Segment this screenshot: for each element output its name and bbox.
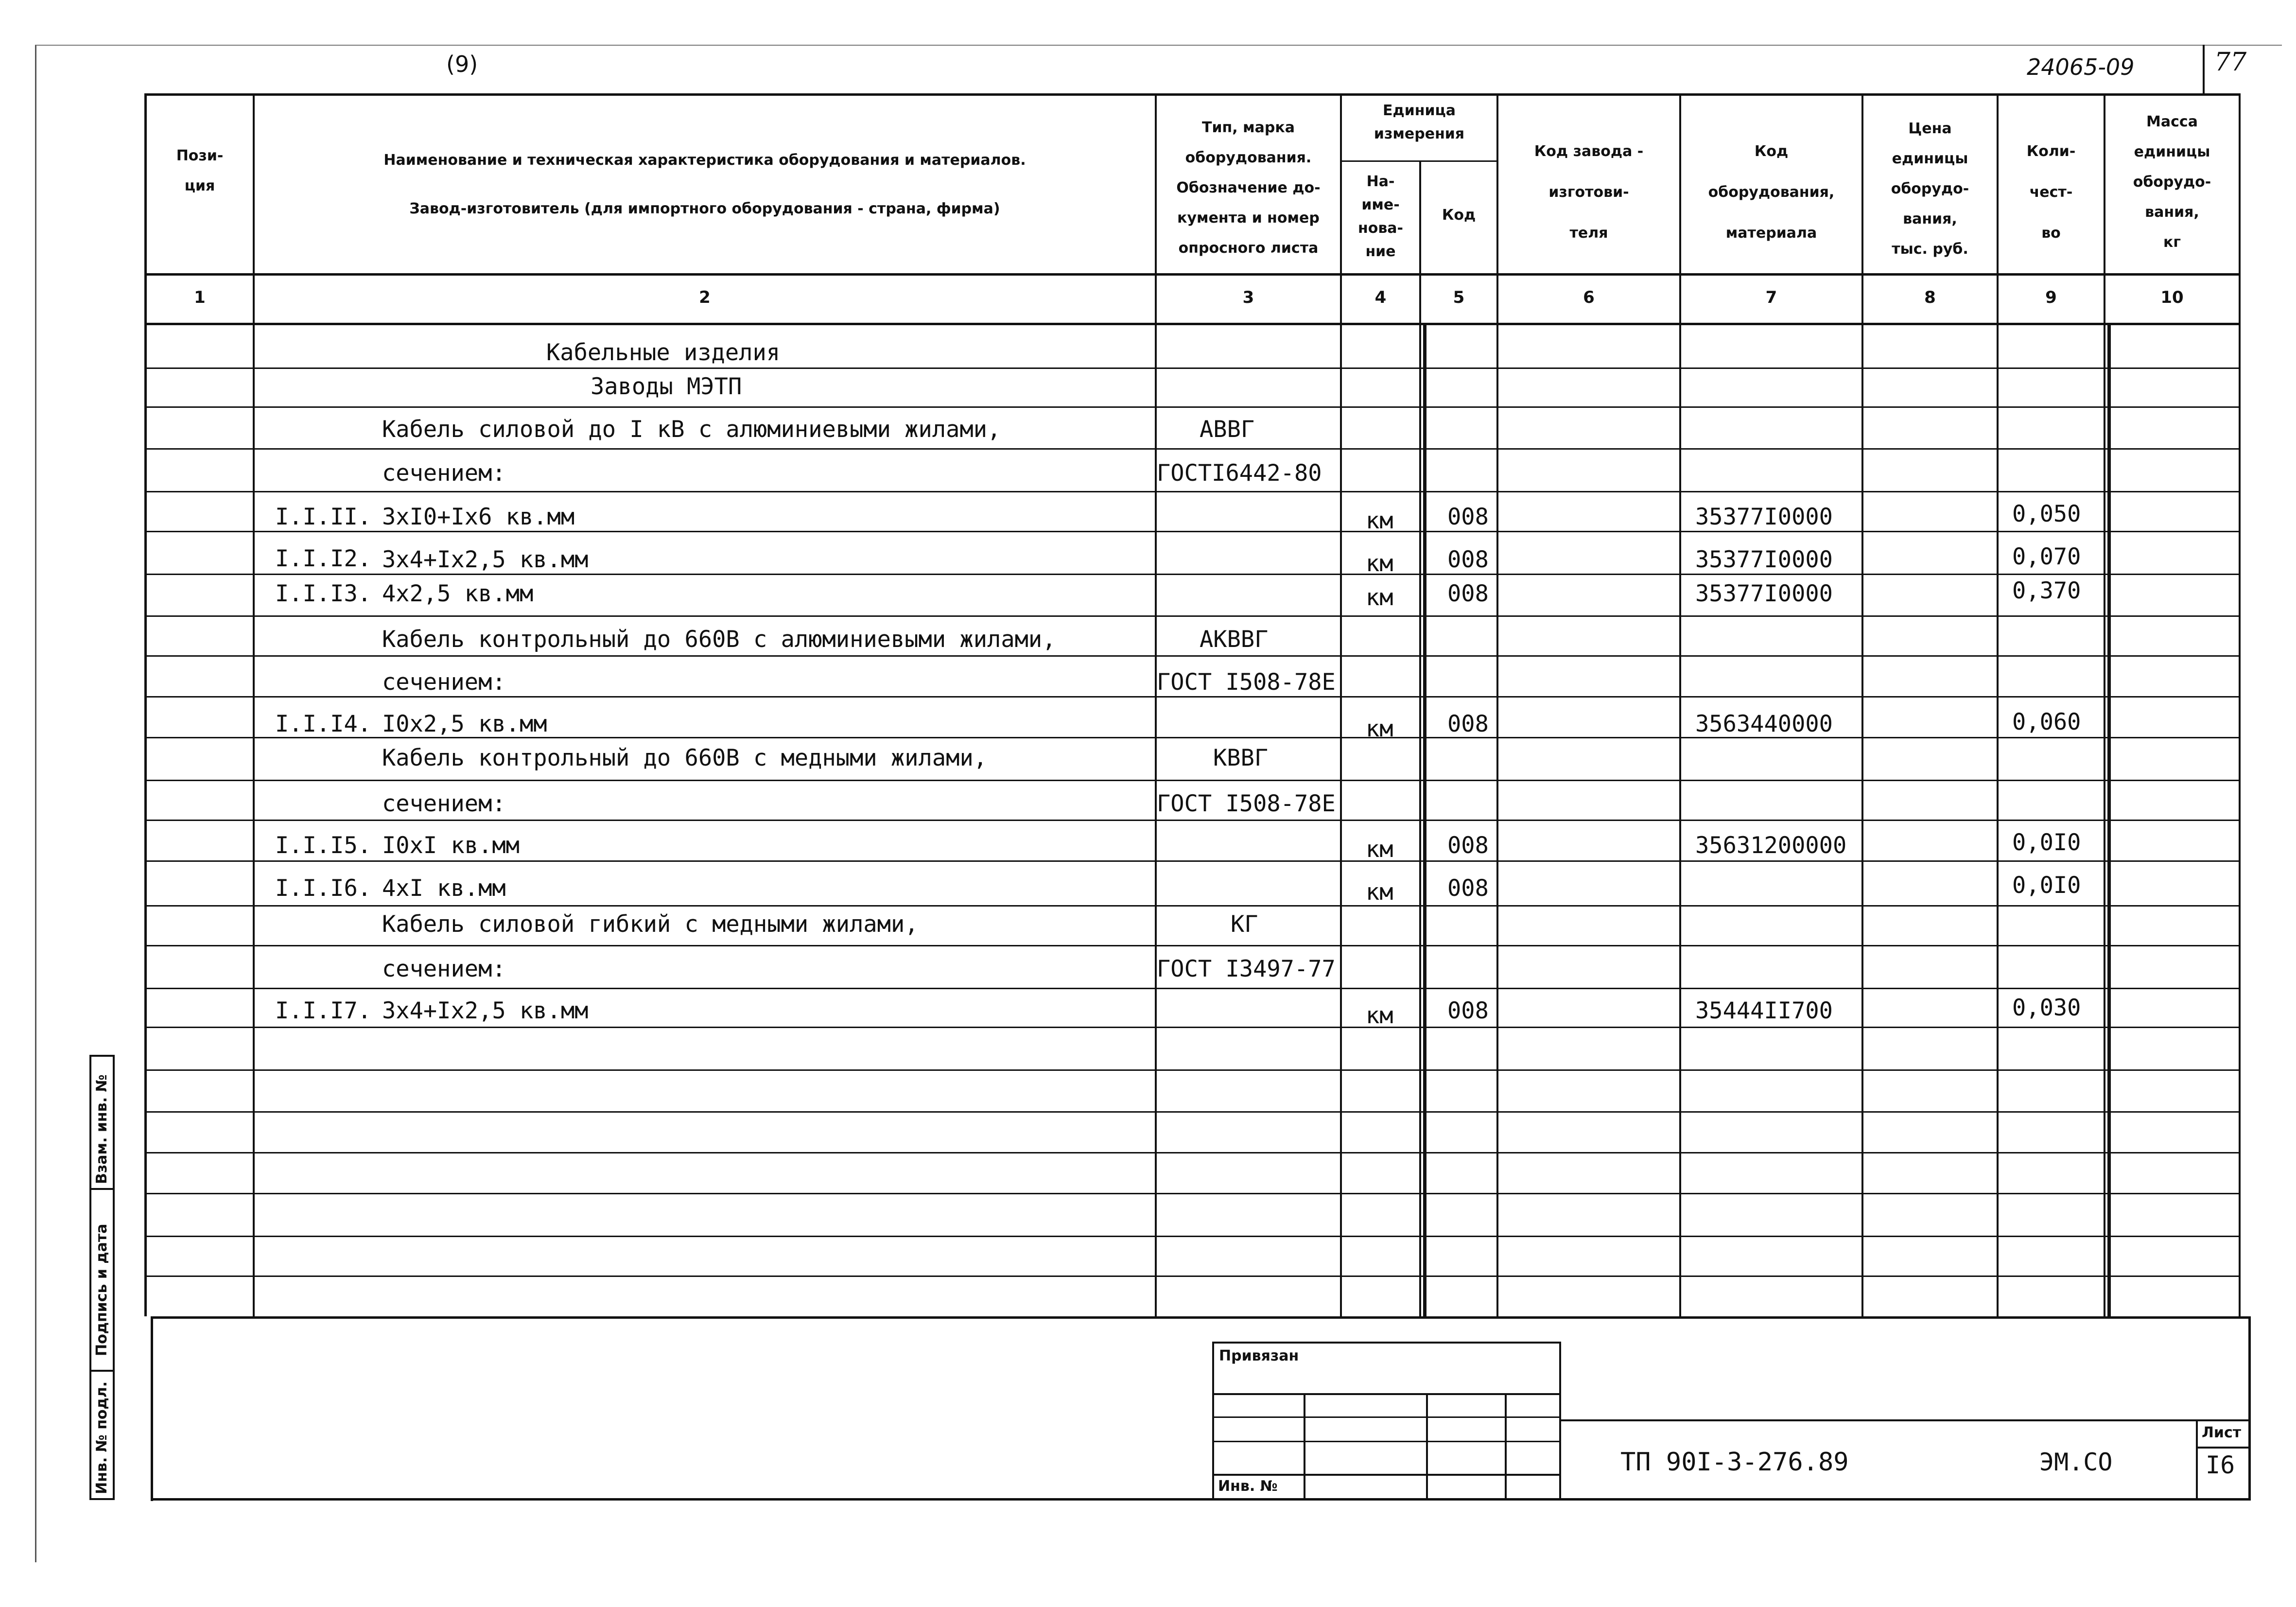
stamp-signature-date: Подпись и дата xyxy=(93,1223,110,1356)
item-position: I.I.I2. xyxy=(275,545,372,572)
header-quantity: Коли- чест- во xyxy=(2026,143,2076,242)
item-quantity: 0,060 xyxy=(2012,709,2081,735)
row-divider xyxy=(147,1069,2240,1071)
item-unit-code: 008 xyxy=(1447,997,1489,1024)
row-divider xyxy=(147,655,2240,657)
row-divider xyxy=(147,1027,2240,1028)
row-divider xyxy=(147,905,2240,907)
item-unit-code: 008 xyxy=(1447,711,1489,737)
item-name: сечением: xyxy=(382,956,506,982)
item-name: сечением: xyxy=(382,460,506,487)
item-material-code: 35631200000 xyxy=(1695,832,1847,859)
item-material-code: 3563440000 xyxy=(1695,711,1833,737)
item-quantity: 0,050 xyxy=(2012,501,2081,527)
item-name: Заводы МЭТП xyxy=(591,373,742,400)
column-number: 7 xyxy=(1765,288,1777,307)
header-factory-code: Код завода - изготови- теля xyxy=(1534,143,1644,242)
item-unit-code: 008 xyxy=(1447,580,1489,607)
item-material-code: 35377I0000 xyxy=(1695,580,1833,607)
header-name: Наименование и техническая характеристика оборудования и материалов. Завод-изготовитель (для импортного оборудования - страна, фирма) xyxy=(383,152,1026,217)
column-number: 2 xyxy=(699,288,711,307)
item-name: 3x4+Ix2,5 кв.мм xyxy=(382,997,589,1024)
row-divider xyxy=(147,615,2240,617)
sheet-number: I6 xyxy=(2206,1451,2235,1479)
item-unit: км xyxy=(1366,879,1393,906)
item-unit: км xyxy=(1366,716,1393,742)
item-unit: км xyxy=(1366,836,1393,863)
item-quantity: 0,0I0 xyxy=(2012,829,2081,856)
header-material-code: Код оборудования, материала xyxy=(1708,143,1835,242)
item-name: Кабель силовой гибкий с медными жилами, xyxy=(382,911,919,938)
item-type: ГОСТ I508-78Е xyxy=(1157,790,1336,817)
row-divider xyxy=(147,406,2240,408)
item-name: I0xI кв.мм xyxy=(382,832,520,859)
item-name: I0x2,5 кв.мм xyxy=(382,711,547,737)
row-divider xyxy=(147,448,2240,450)
row-divider xyxy=(147,696,2240,698)
item-name: Кабель силовой до I кВ с алюминиевыми жилами, xyxy=(382,416,1001,443)
row-divider xyxy=(147,574,2240,575)
item-type: АВВГ xyxy=(1200,416,1255,443)
item-type: КВВГ xyxy=(1213,745,1269,771)
privyazan-label: Привязан xyxy=(1219,1347,1299,1364)
document-code: ТП 90I-3-276.89 xyxy=(1620,1448,1849,1477)
header-unit-name: На- име- нова- ние xyxy=(1357,173,1404,260)
item-quantity: 0,070 xyxy=(2012,543,2081,570)
row-divider xyxy=(147,1111,2240,1113)
item-name: Кабель контрольный до 660В с медными жилами, xyxy=(382,745,988,771)
row-divider xyxy=(147,1193,2240,1194)
sheet-number-top: (9) xyxy=(446,51,478,77)
row-divider xyxy=(147,820,2240,821)
column-number: 4 xyxy=(1374,288,1387,307)
item-type: КГ xyxy=(1231,911,1258,938)
row-divider xyxy=(147,860,2240,862)
column-number: 6 xyxy=(1583,288,1595,307)
item-type: ГОСТ I3497-77 xyxy=(1157,956,1336,982)
item-quantity: 0,030 xyxy=(2012,995,2081,1021)
item-position: I.I.I4. xyxy=(275,711,372,737)
row-divider xyxy=(147,780,2240,781)
column-number: 1 xyxy=(194,288,206,307)
inv-no-label: Инв. № xyxy=(1218,1478,1278,1495)
item-unit-code: 008 xyxy=(1447,546,1489,573)
item-unit-code: 008 xyxy=(1447,504,1489,530)
stamp-vzam-inv: Взам. инв. № xyxy=(93,1074,110,1184)
row-divider xyxy=(147,988,2240,989)
item-name: 3x4+Ix2,5 кв.мм xyxy=(382,546,589,573)
item-name: 4x2,5 кв.мм xyxy=(382,580,534,607)
column-number: 9 xyxy=(2045,288,2057,307)
header-price: Цена единицы оборудо- вания, тыс. руб. xyxy=(1891,120,1969,258)
item-name: сечением: xyxy=(382,790,506,817)
item-quantity: 0,0I0 xyxy=(2012,872,2081,899)
column-number: 3 xyxy=(1242,288,1254,307)
item-type: ГОСТ I508-78Е xyxy=(1157,669,1336,696)
row-divider xyxy=(147,1236,2240,1237)
item-unit-code: 008 xyxy=(1447,832,1489,859)
item-material-code: 35377I0000 xyxy=(1695,546,1833,573)
item-name: Кабель контрольный до 660В с алюминиевыми жилами, xyxy=(382,626,1056,653)
item-material-code: 35377I0000 xyxy=(1695,504,1833,530)
header-unit-group: Единица измерения xyxy=(1374,102,1465,142)
row-divider xyxy=(147,1152,2240,1153)
sheet-label: Лист xyxy=(2202,1424,2242,1441)
item-position: I.I.II. xyxy=(275,504,372,530)
item-unit-code: 008 xyxy=(1447,875,1489,902)
item-name: 4xI кв.мм xyxy=(382,875,506,902)
column-number: 10 xyxy=(2160,288,2184,307)
item-name: 3xI0+Ix6 кв.мм xyxy=(382,504,575,530)
header-unit-code: Код xyxy=(1442,207,1476,224)
item-quantity: 0,370 xyxy=(2012,577,2081,604)
item-material-code: 35444II700 xyxy=(1695,997,1833,1024)
item-position: I.I.I3. xyxy=(275,580,372,607)
stamp-inv-original: Инв. № подл. xyxy=(93,1381,110,1494)
item-type: ГОСТI6442-80 xyxy=(1157,460,1322,487)
column-number: 8 xyxy=(1924,288,1936,307)
row-divider xyxy=(147,367,2240,369)
item-position: I.I.I7. xyxy=(275,997,372,1024)
archive-number: 24065-09 xyxy=(2027,54,2135,80)
item-position: I.I.I5. xyxy=(275,832,372,859)
header-type: Тип, марка оборудования. Обозначение до- кумента и номер опросного листа xyxy=(1176,119,1321,257)
row-divider xyxy=(147,531,2240,532)
item-unit: км xyxy=(1366,584,1393,611)
item-unit: км xyxy=(1366,507,1393,534)
header-mass: Масса единицы оборудо- вания, кг xyxy=(2133,113,2211,251)
item-position: I.I.I6. xyxy=(275,875,372,902)
document-mark: ЭМ.СО xyxy=(2039,1448,2113,1476)
item-name: Кабельные изделия xyxy=(546,339,781,366)
row-divider xyxy=(147,1275,2240,1277)
item-unit: км xyxy=(1366,550,1393,577)
item-type: АКВВГ xyxy=(1200,626,1269,653)
page-number-divider xyxy=(2203,45,2205,93)
item-unit: км xyxy=(1366,1002,1393,1029)
item-name: сечением: xyxy=(382,669,506,696)
row-divider xyxy=(147,945,2240,946)
column-number: 5 xyxy=(1453,288,1465,307)
header-position: Пози- ция xyxy=(176,147,224,194)
row-divider xyxy=(147,491,2240,492)
page-number: 77 xyxy=(2214,48,2247,77)
